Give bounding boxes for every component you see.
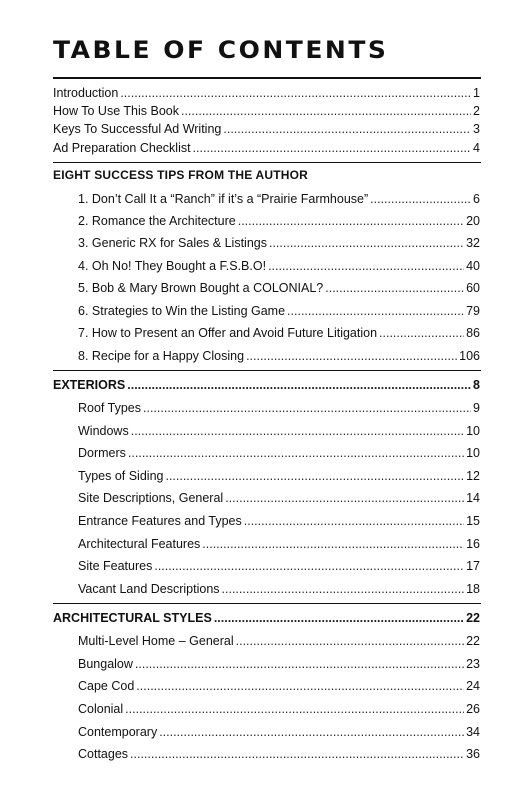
- dot-leader: [130, 745, 464, 763]
- toc-entry-label: Introduction: [53, 86, 119, 100]
- dot-leader: [181, 102, 471, 120]
- dot-leader: [165, 467, 464, 485]
- toc-entry-page: 34: [466, 725, 480, 739]
- section-divider: [53, 370, 481, 371]
- toc-entry[interactable]: [78, 234, 480, 252]
- toc-entry-page: 18: [466, 582, 480, 596]
- toc-section-page: 22: [466, 611, 480, 625]
- toc-entry-page: 2: [473, 104, 480, 118]
- dot-leader: [269, 234, 464, 252]
- toc-entry[interactable]: [78, 190, 480, 208]
- toc-entry[interactable]: [78, 677, 480, 695]
- toc-entry[interactable]: [53, 102, 480, 120]
- toc-section[interactable]: [53, 609, 480, 627]
- toc-entry-label: 6. Strategies to Win the Listing Game: [78, 304, 286, 318]
- toc-entry-label: 5. Bob & Mary Brown Bought a COLONIAL?: [78, 281, 324, 295]
- toc-entry-page: 16: [466, 537, 480, 551]
- toc-section-label: EXTERIORS: [53, 378, 126, 392]
- toc-entry[interactable]: [78, 557, 480, 575]
- toc-entry-page: 4: [473, 141, 480, 155]
- dot-leader: [325, 279, 464, 297]
- toc-entry[interactable]: [78, 399, 480, 417]
- toc-entry-page: 24: [466, 679, 480, 693]
- toc-entry[interactable]: [78, 745, 480, 763]
- dot-leader: [128, 444, 464, 462]
- dot-leader: [159, 723, 464, 741]
- toc-entry-page: 26: [466, 702, 480, 716]
- toc-section-label: ARCHITECTURAL STYLES: [53, 611, 212, 625]
- dot-leader: [236, 632, 464, 650]
- toc-entry[interactable]: [78, 279, 480, 297]
- title-rule: [53, 77, 481, 79]
- toc-entry[interactable]: [78, 444, 480, 462]
- dot-leader: [379, 324, 464, 342]
- toc-entry-label: 1. Don’t Call It a “Ranch” if it’s a “Prairie Farmhouse”: [78, 192, 369, 206]
- toc-entry-label: How To Use This Book: [53, 104, 179, 118]
- toc-entry-label: 3. Generic RX for Sales & Listings: [78, 236, 267, 250]
- toc-entry-page: 14: [466, 491, 480, 505]
- toc-entry-label: Roof Types: [78, 401, 142, 415]
- toc-entry[interactable]: [78, 512, 480, 530]
- dot-leader: [125, 700, 464, 718]
- dot-leader: [214, 609, 464, 627]
- toc-entry-label: 7. How to Present an Offer and Avoid Future Litigation: [78, 326, 378, 340]
- dot-leader: [127, 376, 471, 394]
- dot-leader: [222, 580, 465, 598]
- toc-entry[interactable]: [78, 302, 480, 320]
- toc-entry-page: 10: [466, 424, 480, 438]
- toc-entry[interactable]: [78, 467, 480, 485]
- toc-entry-label: Multi-Level Home – General: [78, 634, 234, 648]
- toc-entry-page: 40: [466, 259, 480, 273]
- toc-entry[interactable]: [53, 120, 480, 138]
- toc-entry-page: 17: [466, 559, 480, 573]
- toc-entry-page: 22: [466, 634, 480, 648]
- toc-entry[interactable]: [78, 257, 480, 275]
- dot-leader: [268, 257, 464, 275]
- toc-entry[interactable]: [78, 723, 480, 741]
- toc-section[interactable]: [53, 376, 480, 394]
- toc-entry-label: Ad Preparation Checklist: [53, 141, 191, 155]
- toc-entry-label: Site Descriptions, General: [78, 491, 224, 505]
- toc-section-page: 8: [473, 378, 480, 392]
- dot-leader: [244, 512, 464, 530]
- toc-entry-label: 4. Oh No! They Bought a F.S.B.O!: [78, 259, 267, 273]
- toc-entry-label: Cottages: [78, 747, 129, 761]
- toc-entry-page: 12: [466, 469, 480, 483]
- toc-entry-label: Keys To Successful Ad Writing: [53, 122, 222, 136]
- toc-entry[interactable]: [78, 212, 480, 230]
- dot-leader: [143, 399, 471, 417]
- tips-heading: EIGHT SUCCESS TIPS FROM THE AUTHOR: [53, 168, 309, 182]
- toc-entry-label: 8. Recipe for a Happy Closing: [78, 349, 245, 363]
- toc-entry[interactable]: [78, 535, 480, 553]
- toc-entry[interactable]: [78, 655, 480, 673]
- dot-leader: [120, 84, 471, 102]
- toc-entry-label: Vacant Land Descriptions: [78, 582, 220, 596]
- toc-entry-page: 36: [466, 747, 480, 761]
- section-divider: [53, 162, 481, 163]
- dot-leader: [202, 535, 464, 553]
- toc-entry[interactable]: [78, 700, 480, 718]
- toc-entry[interactable]: [78, 580, 480, 598]
- dot-leader: [154, 557, 464, 575]
- section-divider: [53, 603, 481, 604]
- toc-entry-label: Entrance Features and Types: [78, 514, 242, 528]
- toc-entry-label: Cape Cod: [78, 679, 135, 693]
- toc-entry[interactable]: [78, 347, 480, 365]
- toc-entry[interactable]: [53, 139, 480, 157]
- toc-entry-label: Site Features: [78, 559, 153, 573]
- toc-entry[interactable]: [78, 422, 480, 440]
- toc-entry-label: Dormers: [78, 446, 126, 460]
- toc-entry-page: 32: [466, 236, 480, 250]
- toc-entry-page: 6: [473, 192, 480, 206]
- dot-leader: [238, 212, 464, 230]
- toc-entry-page: 106: [459, 349, 480, 363]
- toc-entry-page: 10: [466, 446, 480, 460]
- toc-entry-page: 15: [466, 514, 480, 528]
- toc-entry[interactable]: [53, 84, 480, 102]
- toc-entry-label: Bungalow: [78, 657, 133, 671]
- dot-leader: [246, 347, 457, 365]
- toc-entry-page: 9: [473, 401, 480, 415]
- page-title: TABLE OF CONTENTS: [53, 36, 389, 64]
- toc-entry-label: 2. Romance the Architecture: [78, 214, 236, 228]
- toc-entry-page: 3: [473, 122, 480, 136]
- toc-entry-page: 20: [466, 214, 480, 228]
- toc-entry[interactable]: [78, 632, 480, 650]
- toc-entry-label: Colonial: [78, 702, 124, 716]
- toc-entry-label: Types of Siding: [78, 469, 164, 483]
- dot-leader: [287, 302, 464, 320]
- toc-entry-label: Contemporary: [78, 725, 158, 739]
- dot-leader: [135, 655, 464, 673]
- toc-entry-page: 1: [473, 86, 480, 100]
- dot-leader: [223, 120, 471, 138]
- toc-entry-page: 86: [466, 326, 480, 340]
- dot-leader: [193, 139, 471, 157]
- dot-leader: [370, 190, 471, 208]
- toc-entry-page: 23: [466, 657, 480, 671]
- toc-entry-page: 60: [466, 281, 480, 295]
- toc-entry-page: 79: [466, 304, 480, 318]
- toc-entry[interactable]: [78, 324, 480, 342]
- dot-leader: [131, 422, 464, 440]
- toc-entry[interactable]: [78, 489, 480, 507]
- toc-entry-label: Windows: [78, 424, 129, 438]
- dot-leader: [136, 677, 464, 695]
- toc-entry-label: Architectural Features: [78, 537, 201, 551]
- dot-leader: [225, 489, 464, 507]
